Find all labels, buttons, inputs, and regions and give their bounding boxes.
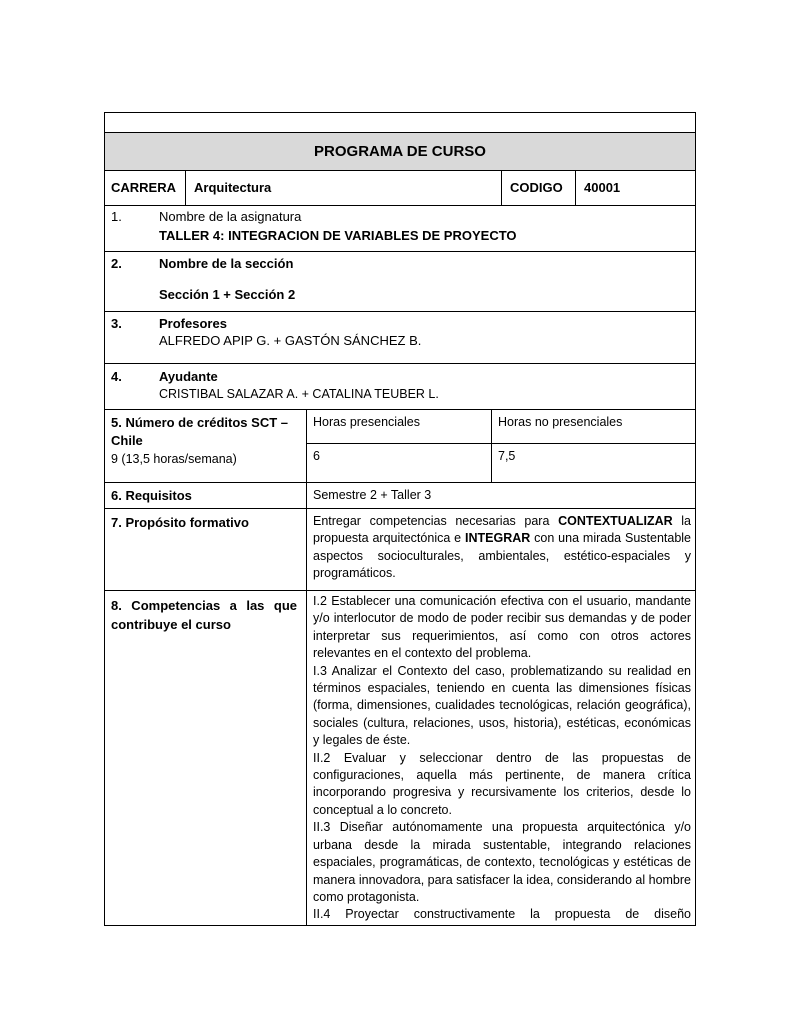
competencia-item: I.2 Establecer una comunicación efectiva con el usuario, mandante y/o interlocutor de modo de poder recibir sus demandas y de poder interpretar sus requerimientos, así como con otros actores relevantes en el contexto del problema. xyxy=(313,594,691,661)
purpose-text-1: Entregar competencias necesarias para xyxy=(313,514,559,528)
section-4-label: Ayudante xyxy=(159,369,218,384)
blank-top-row xyxy=(105,113,695,133)
purpose-text-3: con una mirada Sustentable aspectos socioculturales, ambientales, estético-espaciales y programáticos. xyxy=(313,531,692,581)
page-title: PROGRAMA DE CURSO xyxy=(314,143,486,160)
horas-presenciales-value: 6 xyxy=(313,449,320,463)
purpose-bold-contextualizar: CONTEXTUALIZAR xyxy=(558,514,673,528)
section-6-value: Semestre 2 + Taller 3 xyxy=(313,488,432,502)
section-8-row xyxy=(105,591,695,925)
section-2-label: Nombre de la sección xyxy=(159,256,294,271)
carrera-row xyxy=(105,171,695,206)
section-4-row xyxy=(105,364,695,410)
section-7-label: 7. Propósito formativo xyxy=(111,515,249,530)
purpose-text-2: la propuesta arquitectónica e xyxy=(313,514,691,546)
section-3-number: 3. xyxy=(111,316,122,331)
section-1-row xyxy=(105,206,695,252)
section-5-label-line2: Chile xyxy=(111,433,143,448)
horas-no-presenciales-value: 7,5 xyxy=(498,449,516,463)
carrera-label: CARRERA xyxy=(111,180,176,195)
section-2-row xyxy=(105,252,695,312)
competencia-item: II.3 Diseñar autónomamente una propuesta arquitectónica y/o urbana desde la mirada sustentable, integrando relaciones espaciales, programáticas, de contexto, tecnológicas y estéticas de manera innovadora, para satisfacer la idea, considerando al hombre como protagonista. xyxy=(313,820,692,904)
section-1-label: Nombre de la asignatura xyxy=(159,209,302,224)
section-5-row xyxy=(105,410,695,483)
carrera-value: Arquitectura xyxy=(194,180,272,195)
section-8-label: 8. Competencias a las que contribuye el curso xyxy=(111,598,297,632)
section-5-label-line1: 5. Número de créditos SCT – xyxy=(111,415,288,430)
title-row xyxy=(105,133,695,171)
competencia-item: II.4 Proyectar constructivamente la propuesta de diseño xyxy=(313,907,691,922)
section-6-row xyxy=(105,483,695,509)
section-3-row xyxy=(105,312,695,364)
section-7-row xyxy=(105,509,695,591)
section-4-number: 4. xyxy=(111,369,122,384)
codigo-label: CODIGO xyxy=(510,180,563,195)
section-1-number: 1. xyxy=(111,209,122,224)
horas-presenciales-label: Horas presenciales xyxy=(313,415,420,429)
competencia-item: II.2 Evaluar y seleccionar dentro de las propuestas de configuraciones, aquella más pertinente, de manera crítica incorporando progresiva y recursivamente los criterios, desde lo conceptual a lo concreto. xyxy=(313,750,691,817)
purpose-bold-integrar: INTEGRAR xyxy=(465,531,531,546)
section-2-number: 2. xyxy=(111,256,122,271)
section-4-value: CRISTIBAL SALAZAR A. + CATALINA TEUBER L. xyxy=(159,387,439,401)
horas-no-presenciales-label: Horas no presenciales xyxy=(498,415,623,429)
section-3-value: ALFREDO APIP G. + GASTÓN SÁNCHEZ B. xyxy=(159,333,422,348)
section-3-label: Profesores xyxy=(159,316,227,331)
competencias-list xyxy=(313,593,691,924)
section-2-value: Sección 1 + Sección 2 xyxy=(159,287,296,302)
section-6-label: 6. Requisitos xyxy=(111,488,192,503)
course-program-table xyxy=(104,112,696,926)
codigo-value: 40001 xyxy=(584,180,621,195)
section-1-value: TALLER 4: INTEGRACION DE VARIABLES DE PROYECTO xyxy=(159,228,517,243)
section-5-value: 9 (13,5 horas/semana) xyxy=(111,452,237,466)
competencia-item: I.3 Analizar el Contexto del caso, problematizando su realidad en términos espaciales, teniendo en cuenta las dimensiones físicas (forma, dimensiones, cualidades tecnológicas, relación geográfica), sociales (cultura, relaciones, usos, historia), estéticas, económicas y legales de éste. xyxy=(313,663,691,748)
section-7-text xyxy=(313,513,691,583)
